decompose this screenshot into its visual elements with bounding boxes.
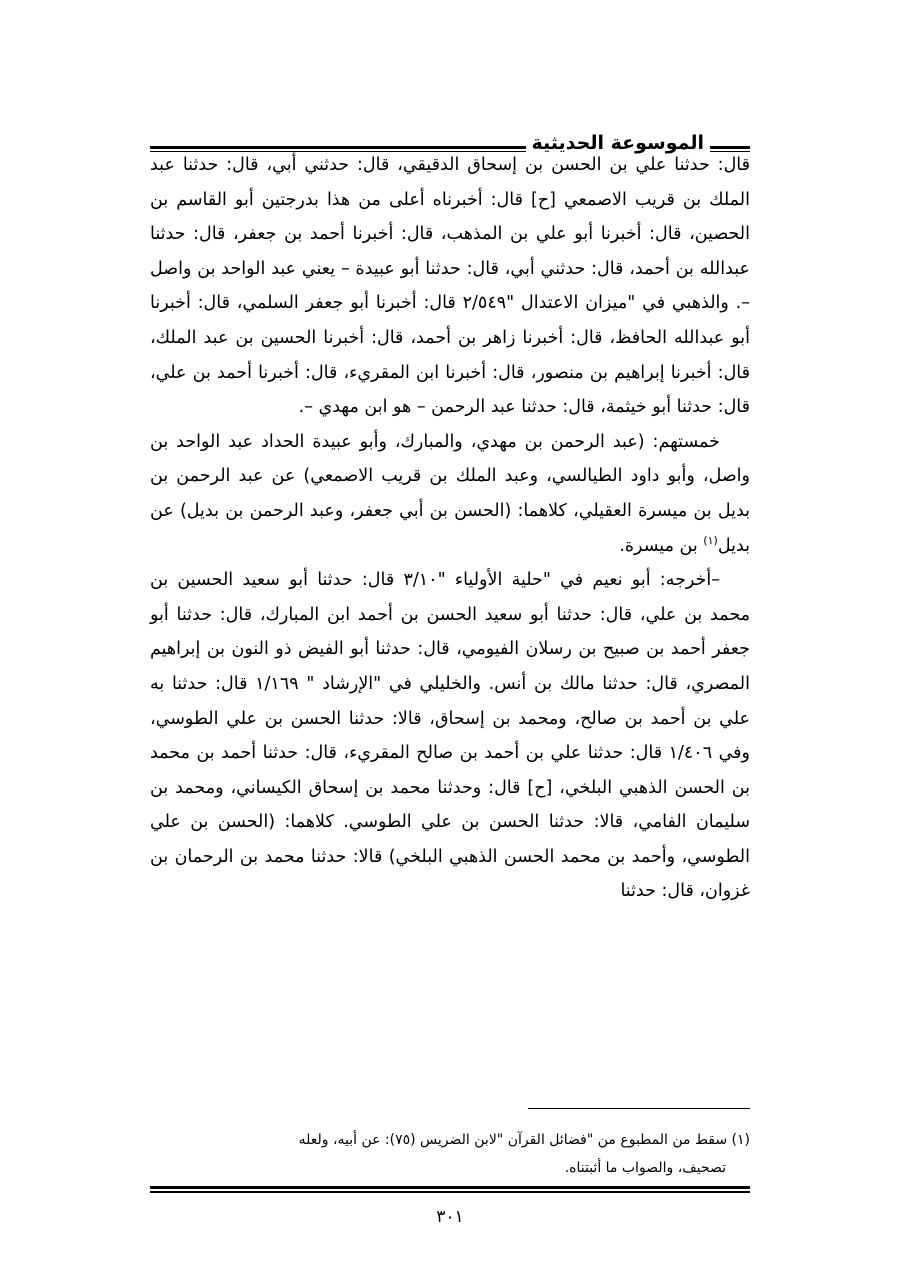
footer-rule: [150, 1186, 750, 1194]
paragraph-3: –أخرجه: أبو نعيم في "حلية الأولياء "٣/١٠ قال: حدثنا أبو سعيد الحسين بن محمد بن علي، قال: حدثنا أبو سعيد الحسن بن أحمد ابن المبارك، قال: حدثنا أبو جعفر أحمد بن صبيح بن رسلان الفيومي، قال: حدثنا أبو الفيض ذو النون بن إبراهيم المصري، قال: حدثنا مالك بن أنس. والخليلي في "الإرشاد " ١/١٦٩ قال: حدثنا به علي بن أحمد بن صالح، ومحمد بن إسحاق، قالا: حدثنا الحسن بن علي الطوسي، وفي ١/٤٠٦ قال: حدثنا علي بن أحمد بن صالح المقريء، قال: حدثنا أحمد بن محمد بن الحسن الذهبي البلخي، [ح] قال: وحدثنا محمد بن إسحاق الكيساني، ومحمد بن سليمان الفامي، قالا: حدثنا الحسن بن علي الطوسي. كلاهما: (الحسن بن علي الطوسي، وأحمد بن محمد الحسن الذهبي البلخي) قالا: حدثنا محمد بن الرحمان بن غزوان، قال: حدثنا: [150, 570, 750, 902]
paragraph-2-text: خمستهم: (عبد الرحمن بن مهدي، والمبارك، وأبو عبيدة الحداد عبد الواحد بن واصل، وأبو داود الطيالسي، وعبد الملك بن قريب الاصمعي) عن عبد الرحمن بن بديل بن ميسرة العقيلي، كلاهما: (الحسن بن أبي جعفر، وعبد الرحمن بن بديل) عن بديل: [150, 431, 750, 556]
footnote-reference: (١): [703, 533, 718, 547]
body-text: [150, 148, 750, 909]
header-title: الموسوعة الحديثية: [526, 128, 711, 158]
paragraph-2: [150, 425, 750, 563]
footnote-line-2: تصحيف، والصواب ما أثبتناه.: [564, 1160, 726, 1176]
footnote: [150, 1126, 750, 1182]
paragraph-1: قال: حدثنا علي بن الحسن بن إسحاق الدقيقي، قال: حدثني أبي، قال: حدثنا عبد الملك بن قريب الاصمعي [ح] قال: أخبرناه أعلى من هذا بدرجتين أبو القاسم بن الحصين، قال: أخبرنا أبو علي بن المذهب، قال: أخبرنا أحمد بن جعفر، قال: حدثنا عبدالله بن أحمد، قال: حدثني أبي، قال: حدثنا أبو عبيدة – يعني عبد الواحد بن واصل –. والذهبي في "ميزان الاعتدال "٢/٥٤٩ قال: أخبرنا أبو جعفر السلمي، قال: أخبرنا أبو عبدالله الحافظ، قال: أخبرنا زاهر بن أحمد، قال: أخبرنا الحسين بن عبد الملك، قال: أخبرنا إبراهيم بن منصور، قال: أخبرنا ابن المقريء، قال: أخبرنا أحمد بن علي، قال: حدثنا أبو خيثمة، قال: حدثنا عبد الرحمن – هو ابن مهدي –.: [150, 155, 750, 418]
footnote-separator: [528, 1108, 750, 1109]
page-number: ٣٠١: [436, 1207, 464, 1227]
paragraph-2-tail: بن ميسرة.: [619, 535, 704, 556]
footnote-line-1: (١) سقط من المطبوع من "فضائل القرآن "لابن الضريس (٧٥): عن أبيه، ولعله: [298, 1132, 750, 1148]
